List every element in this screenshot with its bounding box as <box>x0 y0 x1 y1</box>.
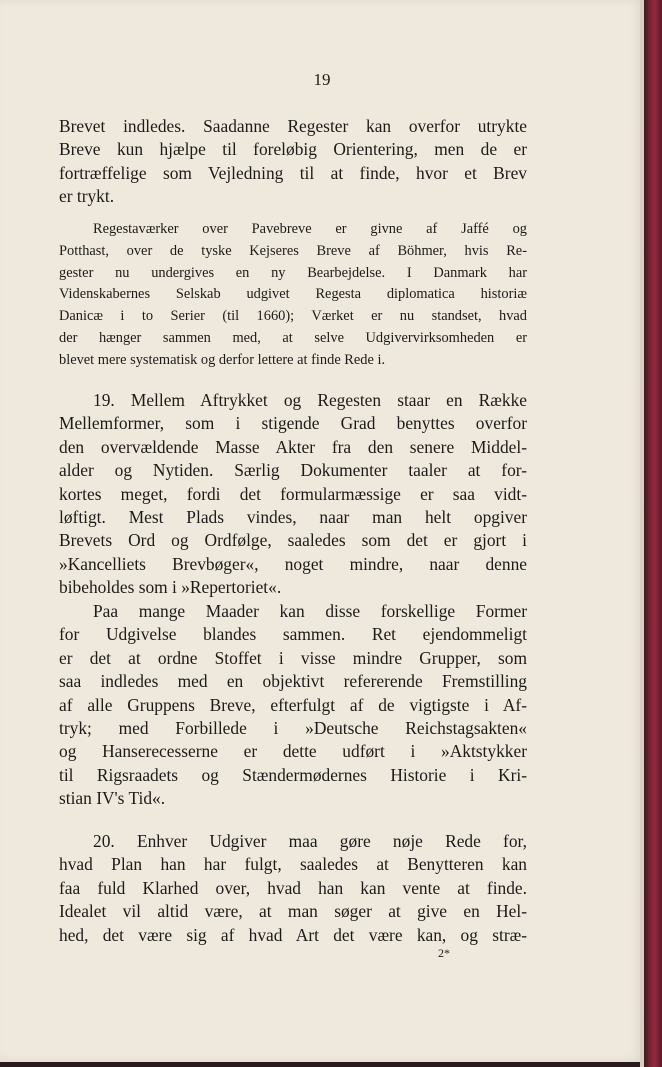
text-line: Breve kun hjælpe til foreløbig Orientering, men de er <box>59 139 527 160</box>
paragraph-regester-intro <box>59 115 527 209</box>
text-line: hed, det være sig af hvad Art det være kan, og stræ- <box>59 924 527 945</box>
text-line: Brevets Ord og Ordfølge, saaledes som det er gjort i <box>59 530 527 551</box>
text-line: Brevet indledes. Saadanne Regester kan overfor utrykte <box>59 116 527 136</box>
paragraph-section-20 <box>59 830 527 947</box>
text-line: blevet mere systematisk og derfor lettere at finde Rede i. <box>59 351 386 368</box>
text-line: gester nu undergives en ny Bearbejdelse. I Danmark har <box>59 264 527 281</box>
page-number: 19 <box>313 70 331 89</box>
text-line: saa indledes med en objektivt refererende Fremstilling <box>59 671 527 692</box>
text-line: 20. Enhver Udgiver maa gøre nøje Rede for, <box>93 831 527 851</box>
signature-mark: 2* <box>438 946 450 960</box>
text-line: er det at ordne Stoffet i visse mindre Grupper, som <box>59 647 527 668</box>
text-line: kortes meget, fordi det formularmæssige er saa vidt- <box>59 483 527 504</box>
text-line: »Kancelliets Brevbøger«, noget mindre, naar denne <box>59 553 527 574</box>
text-line: Mellemformer, som i stigende Grad benyttes overfor <box>59 413 527 434</box>
text-line: Idealet vil altid være, at man søger at give en Hel- <box>59 901 527 922</box>
text-line: løftigt. Mest Plads vindes, naar man helt opgiver <box>59 507 527 528</box>
text-line: hvad Plan han har fulgt, saaledes at Benytteren kan <box>59 854 527 875</box>
text-line: 19. Mellem Aftrykket og Regesten staar en Række <box>93 390 527 410</box>
text-line: faa fuld Klarhed over, hvad han kan vente at finde. <box>59 877 527 898</box>
text-line: den overvældende Masse Akter fra den senere Middel- <box>59 436 527 457</box>
paragraph-section-19 <box>59 389 527 600</box>
text-line: Regestaværker over Pavebreve er givne af Jaffé og <box>93 221 527 237</box>
text-line: tryk; med Forbillede i »Deutsche Reichstagsakten« <box>59 718 527 739</box>
text-line: bibeholdes som i »Repertoriet«. <box>59 577 282 598</box>
text-line: er trykt. <box>59 186 115 207</box>
text-line: Potthast, over de tyske Kejseres Breve af Böhmer, hvis Re- <box>59 242 527 259</box>
paragraph-regestavaerker <box>59 219 527 372</box>
text-line: fortræffelige som Vejledning til at finde, hvor et Brev <box>59 162 527 183</box>
text-line: Paa mange Maader kan disse forskellige Former <box>93 601 527 621</box>
text-line: af alle Gruppens Breve, efterfulgt af de vigtigste i Af- <box>59 694 527 715</box>
text-line: Danicæ i to Serier (til 1660); Værket er nu standset, hvad <box>59 308 527 325</box>
book-cover-edge <box>644 0 662 1067</box>
text-line: og Hanserecesserne er dette udført i »Aktstykker <box>59 741 527 762</box>
paragraph-udgivelse-former <box>59 600 527 811</box>
text-line: Videnskabernes Selskab udgivet Regesta diplomatica historiæ <box>59 286 527 303</box>
text-line: stian IV's Tid«. <box>59 788 166 809</box>
text-line: for Udgivelse blandes sammen. Ret ejendommeligt <box>59 624 527 645</box>
text-line: der hænger sammen med, at selve Udgivervirksomheden er <box>59 329 527 346</box>
text-line: til Rigsraadets og Stændermødernes Historie i Kri- <box>59 764 527 785</box>
text-line: alder og Nytiden. Særlig Dokumenter taaler at for- <box>59 460 527 481</box>
